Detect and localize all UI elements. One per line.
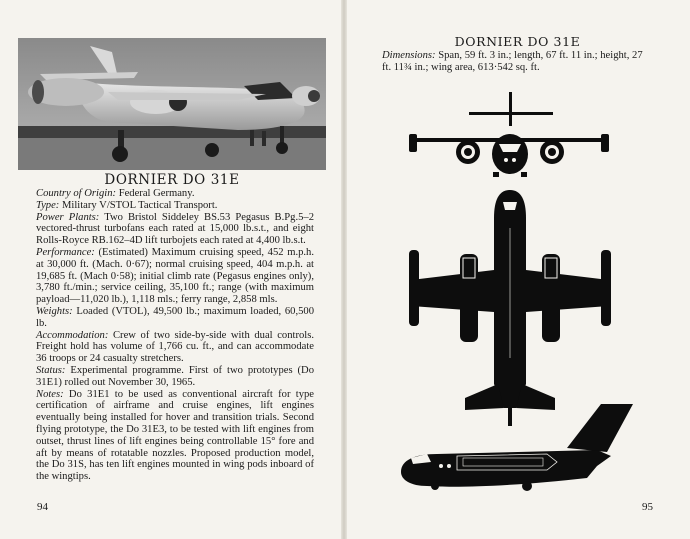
dimensions-label: Dimensions: [382, 50, 436, 61]
right-page-title: DORNIER DO 31E [454, 34, 581, 49]
spec-status: Status: Experimental programme. First of two prototypes (Do 31E1) rolled out November 30, 1965. [36, 364, 314, 388]
spec-accommodation: Accommodation: Crew of two side-by-side with dual controls. Freight hold has volume of 1,766 cu. ft., and can accommodate 36 troops or 24 casualty stretchers. [36, 329, 314, 365]
specification-text [36, 188, 314, 483]
plan-view-drawing [405, 188, 615, 428]
dimensions-text [382, 50, 650, 74]
page-number-left: 94 [37, 501, 48, 513]
book-gutter [341, 0, 347, 539]
page-number-right: 95 [642, 501, 653, 513]
spec-notes: Notes: Do 31E1 to be used as conventional aircraft for type certification of airframe and cruise engines, lift engines eventually being installed for hover and transition trials. Second flying prototype, the Do 31E3, to be tested with lift engines from outset, thrust lines of lift engines being controllable 15° fore and aft by means of rotatable nozzles. Proposed production model, the Do 31S, has ten lift engines mounted in wing pods inboard of the wingtips. [36, 388, 314, 483]
spec-power-plants: Power Plants: Two Bristol Siddeley BS.53 Pegasus B.Pg.5–2 vectored-thrust turbofans each rated at 15,000 lb.s.t., and eight Rolls-Royce RB.162–4D lift turbojets each rated at 4,400 lb.s.t. [36, 211, 314, 247]
spec-type: Type: Military V/STOL Tactical Transport. [36, 199, 218, 211]
spec-weights: Weights: Loaded (VTOL), 49,500 lb.; maximum loaded, 60,500 lb. [36, 305, 314, 329]
aircraft-photo [18, 38, 326, 170]
dimensions-values: Span, 59 ft. 3 in.; length, 67 ft. 11 in.; height, 27 ft. 11¾ in.; wing area, 613·542 sq. ft. [382, 50, 643, 73]
front-view-drawing [405, 92, 615, 178]
left-page-title: DORNIER DO 31E [104, 172, 240, 188]
spec-performance: Performance: (Estimated) Maximum cruising speed, 452 m.p.h. at 30,000 ft. (Mach. 0·67); normal cruising speed, 404 m.p.h. at 19,685 ft. (Mach 0·58); initial climb rate (Pegasus engines only), 3,780 ft./min.; service ceiling, 35,100 ft.; range (with maximum payload—11,020 lb.), 1,118 mls.; ferry range, 2,858 mls. [36, 246, 314, 306]
spec-country: Country of Origin: Federal Germany. [36, 188, 195, 199]
side-view-drawing [397, 400, 637, 492]
